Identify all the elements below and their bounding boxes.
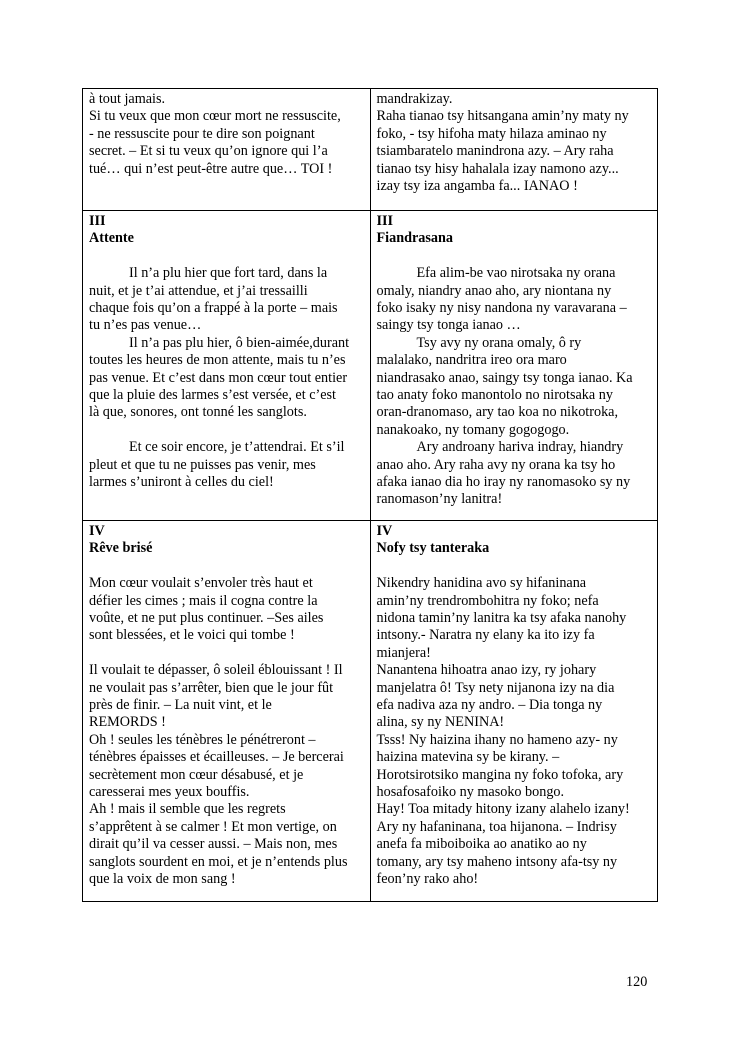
poem-title: Nofy tsy tanteraka: [376, 540, 490, 557]
text-line: mianjera!: [376, 644, 431, 661]
text-line: hosafosafoiko ny masoko bongo.: [376, 784, 565, 801]
text-line: sanglots sourdent en moi, et je n’entends plus: [89, 853, 348, 870]
text-line: Il n’a plu hier que fort tard, dans la: [129, 265, 328, 282]
text-line: pleut et que tu ne puisses pas venir, mes: [89, 456, 316, 473]
text-line: près de finir. – La nuit vint, et le: [89, 697, 272, 714]
text-line: izay tsy iza angamba fa... IANAO !: [376, 178, 578, 195]
text-line: toutes les heures de mon attente, mais tu n’es: [89, 352, 346, 369]
text-line: mandrakizay.: [376, 91, 453, 107]
text-line: amin’ny trendrombohitra ny foko; nefa: [376, 592, 599, 609]
text-line: Tsy avy ny orana omaly, ô ry: [416, 334, 582, 351]
text-line: tsiambaratelo manindrona azy. – Ary raha: [376, 143, 614, 160]
text-line: Et ce soir encore, je t’attendrai. Et s’il: [129, 439, 345, 456]
malagasy-cell: [370, 521, 658, 902]
text-line: secret. – Et si tu veux qu’on ignore qui l’a: [89, 143, 328, 160]
text-line: caresserai mes yeux bouffis.: [89, 784, 250, 801]
text-line: haizina matevina sy be kirany. –: [376, 749, 560, 766]
section-numeral: III: [89, 213, 106, 229]
text-line: défier les cimes ; mais il cogna contre la: [89, 592, 318, 609]
table-row: [83, 521, 658, 902]
text-line: Ary ny hafaninana, toa hijanona. – Indrisy: [376, 818, 617, 835]
text-line: nuit, et je t’ai attendue, et j’ai tressailli: [89, 282, 308, 299]
blank-line: [89, 248, 364, 265]
text-line: Il n’a pas plu hier, ô bien-aimée,durant: [129, 334, 350, 351]
section-numeral: IV: [89, 523, 105, 539]
text-line: niandrasako anao, saingy tsy tonga ianao. Ka: [376, 369, 633, 386]
text-line: ne voulait pas s’arrêter, bien que le jour fût: [89, 679, 334, 696]
text-line: - ne ressuscite pour te dire son poignant: [89, 125, 315, 142]
text-line: larmes s’uniront à celles du ciel!: [89, 474, 274, 491]
text-line: REMORDS !: [89, 714, 166, 731]
text-line: Hay! Toa mitady hitony izany alahelo izany!: [376, 801, 630, 818]
table-row: [83, 89, 658, 211]
blank-line: [377, 558, 652, 575]
text-line: foko isaky ny nisy nandona ny varavarana –: [376, 300, 627, 317]
text-line: intsony.- Naratra ny elany ka ito izy fa: [376, 627, 595, 644]
text-line: Oh ! seules les ténèbres le pénétreront –: [89, 731, 316, 748]
text-line: feon’ny rako aho!: [376, 871, 479, 888]
blank-line: [377, 248, 652, 265]
text-line: Horotsirotsiko mangina ny foko tofoka, ary: [376, 766, 624, 783]
text-line: efa nadiva aza ny andro. – Dia tonga ny: [376, 697, 603, 714]
text-line: omaly, niandry anao aho, ary niontana ny: [376, 282, 612, 299]
text-line: à tout jamais.: [89, 91, 166, 107]
french-cell: [83, 89, 371, 211]
text-line: tu n’es pas venue…: [89, 317, 202, 334]
text-line: Tsss! Ny haizina ihany no hameno azy- ny: [376, 731, 618, 748]
table-row: [83, 211, 658, 521]
malagasy-cell: [370, 89, 658, 211]
text-line: tao anaty foko manontolo no nirotsaka ny: [376, 387, 613, 404]
text-line: Mon cœur voulait s’envoler très haut et: [89, 575, 313, 592]
text-line: Si tu veux que mon cœur mort ne ressuscite,: [89, 108, 341, 125]
text-line: Raha tianao tsy hitsangana amin’ny maty ny: [376, 108, 629, 125]
text-line: pas venue. Et c’est dans mon cœur tout entier: [89, 369, 348, 386]
text-line: s’apprêtent à se calmer ! Et mon vertige, on: [89, 818, 337, 835]
poem-translation-table: [82, 88, 658, 902]
poem-title: Attente: [89, 230, 134, 247]
malagasy-cell: [370, 211, 658, 521]
text-line: afaka ianao dia ho iray ny ranomasoko sy ny: [376, 474, 631, 491]
french-cell: [83, 521, 371, 902]
text-line: ranomason’ny lanitra!: [376, 491, 503, 508]
text-line: que la voix de mon sang !: [89, 871, 236, 888]
blank-line: [89, 558, 364, 575]
text-line: foko, - tsy hifoha maty hilaza aminao ny: [376, 125, 607, 142]
text-line: Il voulait te dépasser, ô soleil éblouissant ! Il: [89, 662, 343, 679]
poem-title: Fiandrasana: [376, 230, 453, 247]
section-numeral: IV: [376, 523, 393, 539]
text-line: voûte, et ne put plus continuer. –Ses ailes: [89, 610, 324, 627]
blank-line: [89, 645, 364, 662]
text-line: Nikendry hanidina avo sy hifaninana: [376, 575, 587, 592]
poem-title: Rêve brisé: [89, 540, 153, 557]
text-line: alina, sy ny NENINA!: [376, 714, 505, 731]
text-line: manjelatra ô! Tsy nety nijanona izy na dia: [376, 679, 615, 696]
text-line: tomany, ary tsy maheno intsony afa-tsy ny: [376, 853, 618, 870]
text-line: dirait qu’il va cesser aussi. – Mais non, mes: [89, 836, 338, 853]
blank-line: [89, 422, 364, 439]
section-numeral: III: [376, 213, 394, 229]
text-line: Ah ! mais il semble que les regrets: [89, 801, 286, 818]
text-line: sont blessées, et le voici qui tombe !: [89, 627, 295, 644]
text-line: anefa fa miboiboika ao anatiko ao ny: [376, 836, 587, 853]
text-line: secrètement mon cœur désabusé, et je: [89, 766, 304, 783]
text-line: que la pluie des larmes s’est versée, et c’est: [89, 387, 336, 404]
text-line: anao aho. Ary raha avy ny orana ka tsy ho: [376, 456, 616, 473]
text-line: nanakoako, ny tomany gogogogo.: [376, 421, 570, 438]
text-line: ténèbres épaisses et écailleuses. – Je bercerai: [89, 749, 344, 766]
text-line: Efa alim-be vao nirotsaka ny orana: [416, 265, 616, 282]
text-line: malalako, nandritra ireo ora maro: [376, 352, 567, 369]
text-line: là que, sonores, ont tonné les sanglots.: [89, 404, 307, 421]
text-line: Nanantena hihoatra anao izy, ry johary: [376, 662, 597, 679]
text-line: tué… qui n’est peut-être autre que… TOI !: [89, 160, 333, 177]
text-line: nidona tamin’ny lanitra ka tsy afaka nanohy: [376, 610, 627, 627]
text-line: chaque fois qu’on a frappé à la porte – mais: [89, 300, 338, 317]
french-cell: [83, 211, 371, 521]
text-line: Ary androany hariva indray, hiandry: [416, 439, 624, 456]
text-line: tianao tsy hisy hahalala izay namono azy...: [376, 160, 619, 177]
page-number: 120: [626, 974, 648, 990]
text-line: saingy tsy tonga ianao …: [376, 317, 521, 334]
text-line: oran-dranomaso, ary tao koa no nikotroka,: [376, 404, 619, 421]
